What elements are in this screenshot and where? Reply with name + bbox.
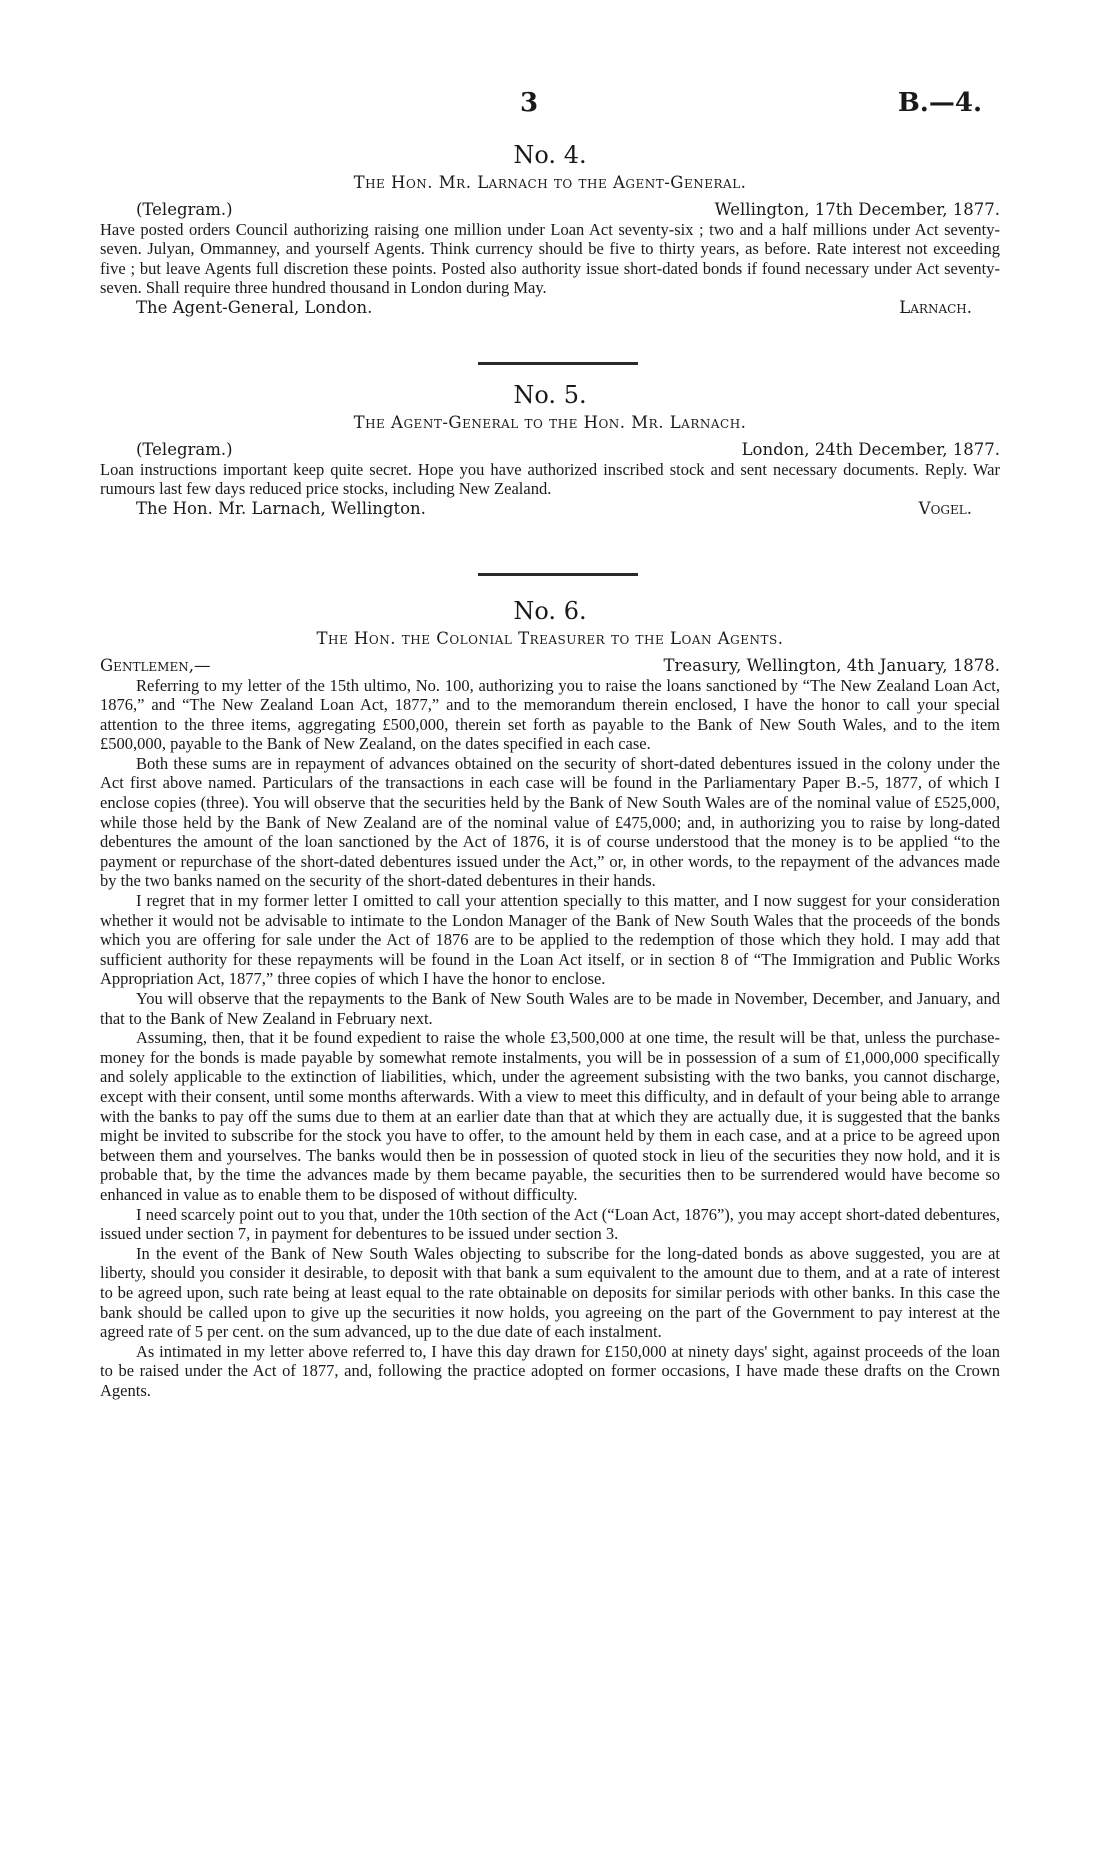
body-paragraph: You will observe that the repayments to the Bank of New South Wales are to be made in November, December, and January, and that to the Bank of New Zealand in February next.: [100, 989, 1000, 1028]
section-no-5: [100, 380, 1000, 519]
section-body: [100, 220, 1000, 298]
section-no-6: [100, 596, 1000, 1400]
kind-label: (Telegram.): [136, 200, 233, 219]
body-paragraph: Assuming, then, that it be found expedient to raise the whole £3,500,000 at one time, the result will be that, unless the purchase-money for the bonds is made payable by somewhat remote instalments, you will be in possession of a sum of £1,000,000 specifically and solely applicable to the extinction of liabilities, which, under the agreement subsisting with the two banks, you cannot discharge, except with their consent, until some months afterwards. With a view to meet this difficulty, and in default of your being able to arrange with the banks to pay off the sums due to them at an earlier date than that at which they are actually due, it is suggested that the banks might be invited to subscribe for the stock you have to offer, to the amount held by them in each case, and at a price to be agreed upon between them and yourselves. The banks would then be in possession of quoted stock in lieu of the securities they now hold, and it is probable that, by the time the advances made by them became payable, the securities then to be surrendered would have become so enhanced in value as to enable them to be disposed of without difficulty.: [100, 1028, 1000, 1204]
telegram-header: [100, 200, 1000, 220]
page-number: 3: [520, 88, 539, 118]
body-paragraph: Referring to my letter of the 15th ultimo, No. 100, authorizing you to raise the loans sanctioned by “The New Zealand Loan Act, 1876,” and “The New Zealand Loan Act, 1877,” and to the memorandum therein enclosed, I have the honor to call your special attention to the three items, aggregating £500,000, therein set forth as payable to the Bank of New South Wales, and to the item £500,000, payable to the Bank of New Zealand, on the dates specified in each case.: [100, 675, 1000, 754]
addressee: The Agent-General, London.: [136, 297, 373, 317]
place-date: Wellington, 17th December, 1877.: [714, 200, 1000, 219]
signature: Larnach.: [899, 297, 972, 317]
section-divider: [478, 573, 638, 576]
body-paragraph: As intimated in my letter above referred to, I have this day drawn for £150,000 at ninety days' sight, against proceeds of the loan to be raised under the Act of 1877, and, following the practice adopted on former occasions, I have made these drafts on the Crown Agents.: [100, 1341, 1000, 1400]
telegram-header: [100, 440, 1000, 460]
body-paragraph: I need scarcely point out to you that, under the 10th section of the Act (“Loan Act, 1876”), you may accept short-dated debentures, issued under section 7, in payment for debentures to be issued under section 3.: [100, 1204, 1000, 1244]
body-paragraph: In the event of the Bank of New South Wales objecting to subscribe for the long-dated bonds as above suggested, you are at liberty, should you consider it desirable, to deposit with that bank a sum equivalent to the amount due to them, and at a rate of interest to be agreed upon, such rate being at least equal to the rate obtainable on deposits for similar periods with other banks. In this case the bank should be called upon to give up the securities it now holds, you agreeing on the part of the Government to pay interest at the agreed rate of 5 per cent. on the sum advanced, up to the due date of each instalment.: [100, 1243, 1000, 1342]
letter-header: [100, 656, 1000, 676]
signature: Vogel.: [918, 498, 972, 518]
section-title: The Hon. the Colonial Treasurer to the Loan Agents.: [316, 629, 784, 648]
body-paragraph: Both these sums are in repayment of advances obtained on the security of short-dated debentures issued in the colony under the Act first above named. Particulars of the transactions in each case will be found in the Parliamentary Paper B.-5, 1877, of which I enclose copies (three). You will observe that the securities held by the Bank of New South Wales are of the nominal value of £525,000, while those held by the Bank of New Zealand are of the nominal value of £475,000; and, in authorizing you to raise by long-dated debentures the amount of the loan sanctioned by the Act of 1876, it is of course understood that the money is to be applied “to the payment or repurchase of the short-dated debentures issued under the Act,” or, in other words, to the repayment of the advances made by the two banks named on the security of the short-dated debentures in their hands.: [100, 753, 1000, 891]
series-number: B.—4.: [897, 88, 982, 118]
section-title: The Hon. Mr. Larnach to the Agent-General.: [353, 173, 747, 192]
signature-row: [100, 499, 1000, 519]
body-paragraph: Loan instructions important keep quite secret. Hope you have authorized inscribed stock and sent necessary documents. Reply. War rumours last few days reduced price stocks, including New Zealand.: [100, 459, 1000, 499]
section-body: [100, 460, 1000, 499]
section-title: The Agent-General to the Hon. Mr. Larnach.: [353, 413, 747, 432]
section-number: No. 6.: [513, 597, 587, 625]
place-date: London, 24th December, 1877.: [741, 440, 1000, 459]
page-header: [0, 88, 1114, 118]
kind-label: (Telegram.): [136, 440, 233, 459]
section-number: No. 5.: [513, 381, 587, 409]
section-number: No. 4.: [513, 141, 587, 169]
section-divider: [478, 362, 638, 365]
greeting: Gentlemen,—: [100, 656, 211, 675]
signature-row: [100, 298, 1000, 318]
place-date: Treasury, Wellington, 4th January, 1878.: [663, 656, 1000, 675]
letter-body: [100, 676, 1000, 1401]
section-no-4: [100, 140, 1000, 318]
body-paragraph: Have posted orders Council authorizing raising one million under Loan Act seventy-six ; two and a half millions under Act seventy-seven. Julyan, Ommanney, and yourself Agents. Think currency should be five to thirty years, as before. Rate interest not exceeding five ; but leave Agents full discretion these points. Posted also authority issue short-dated bonds if found necessary under Act seventy-seven. Shall require three hundred thousand in London during May.: [100, 219, 1000, 298]
addressee: The Hon. Mr. Larnach, Wellington.: [136, 498, 426, 518]
body-paragraph: I regret that in my former letter I omitted to call your attention specially to this matter, and I now suggest for your consideration whether it would not be advisable to intimate to the London Manager of the Bank of New South Wales that the proceeds of the bonds which you are offering for sale under the Act of 1876 are to be applied to the redemption of those which they hold. I may add that sufficient authority for these repayments will be found in the Loan Act itself, or in section 8 of “The Immigration and Public Works Appropriation Act, 1877,” three copies of which I have the honor to enclose.: [100, 891, 1000, 989]
